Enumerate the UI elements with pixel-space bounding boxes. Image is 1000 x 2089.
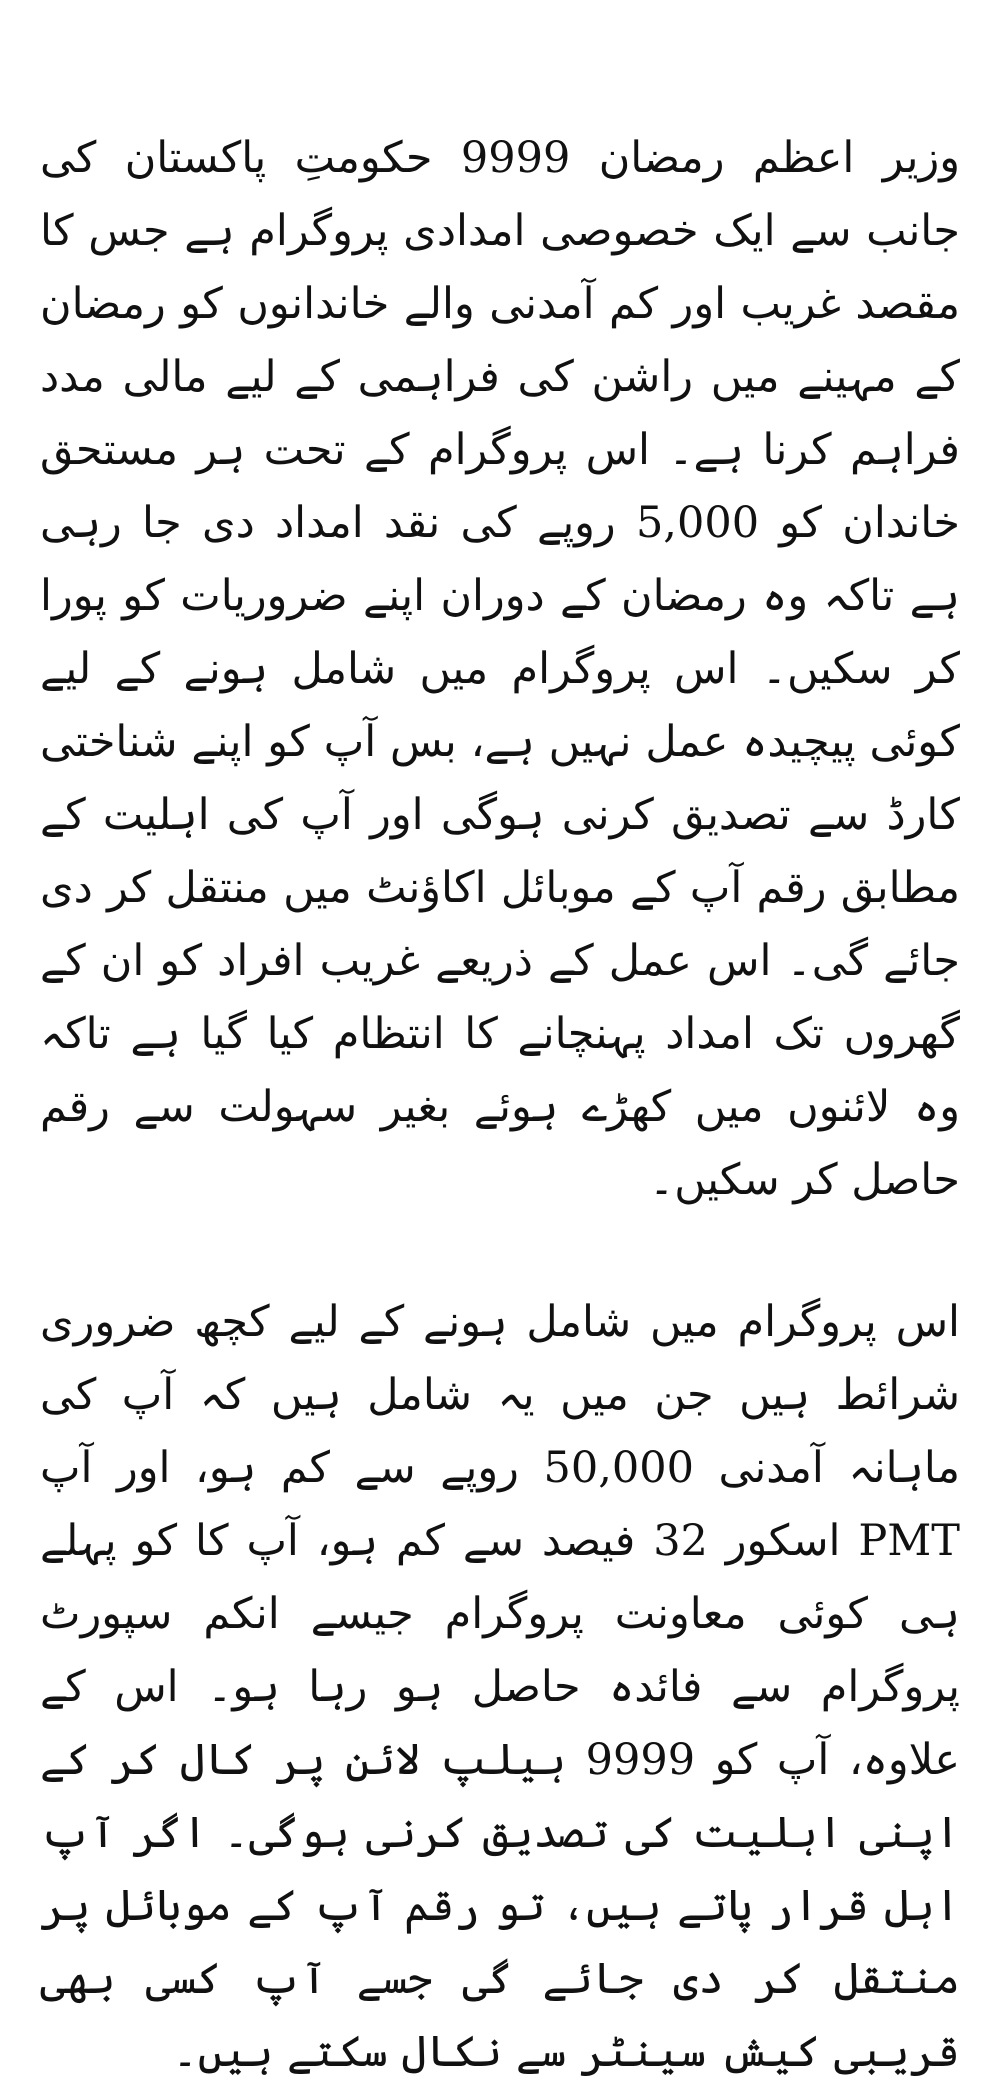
article-body [40,0,960,2077]
paragraph-ramadan-program-intro: وزیر اعظم رمضان 9999 حکومتِ پاکستان کی جانب سے ایک خصوصی امدادی پروگرام ہے جس کا مقصد غریب اور کم آمدنی والے خاندانوں کو رمضان کے مہینے میں راشن کی فراہمی کے لیے مالی مدد فراہم کرنا ہے۔ اس پروگرام کے تحت ہر مستحق خاندان کو 5,000 روپے کی نقد امداد دی جا رہی ہے تاکہ وہ رمضان کے دوران اپنے ضروریات کو پورا کر سکیں۔ اس پروگرام میں شامل ہونے کے لیے کوئی پیچیدہ عمل نہیں ہے، بس آپ کو اپنے شناختی کارڈ سے تصدیق کرنی ہوگی اور آپ کی اہلیت کے مطابق رقم آپ کے موبائل اکاؤنٹ میں منتقل کر دی جائے گی۔ اس عمل کے ذریعے غریب افراد کو ان کے گھروں تک امداد پہنچانے کا انتظام کیا گیا ہے تاکہ وہ لائنوں میں کھڑے ہوئے بغیر سہولت سے رقم حاصل کر سکیں۔ [40,133,960,1205]
paragraph-eligibility-conditions: اس پروگرام میں شامل ہونے کے لیے کچھ ضروری شرائط ہیں جن میں یہ شامل ہیں کہ آپ کی ماہانہ آمدنی 50,000 روپے سے کم ہو، اور آپ PMT اسکور 32 فیصد سے کم ہو، آپ کا کو پہلے ہی کوئی معاونت پروگرام جیسے انکم سپورٹ پروگرام سے فائدہ حاصل ہو رہا ہو۔ اس کے علاوہ، آپ کو 9999 ہیلپ لائن پر کال کر کے اپنی اہلیت کی تصدیق کرنی ہوگی۔ اگر آپ اہل قرار پاتے ہیں، تو رقم آپ کے موبائل پر منتقل کر دی جائے گی جسے آپ کسی بھی قریبی کیش سینٹر سے نکال سکتے ہیں۔ [40,1297,960,2077]
